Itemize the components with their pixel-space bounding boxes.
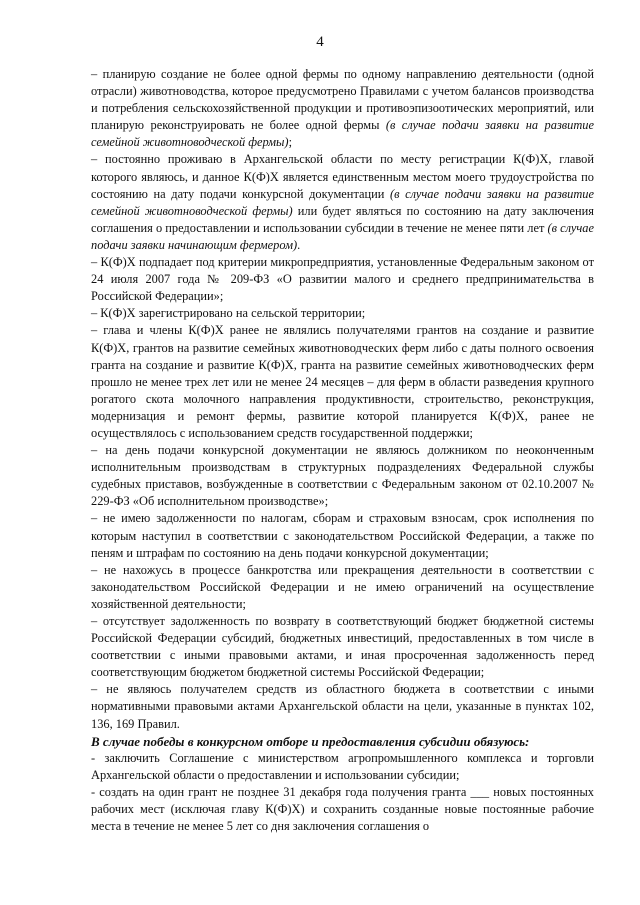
paragraph-enforcement: – на день подачи конкурсной документации не являюсь должником по неоконченным исполнительным производствам в структурных подразделениях Федеральной службы судебных приставов, возбужденные в соответствии с Федеральным законом от 02.10.2007 № 229-ФЗ «Об исполнительном производстве»; bbox=[91, 443, 594, 509]
obligations-heading: В случае победы в конкурсном отборе и предоставления субсидии обязуюсь: bbox=[91, 733, 530, 749]
paragraph-budget-debt: – отсутствует задолженность по возврату в соответствующий бюджет бюджетной системы Российской Федерации субсидий, бюджетных инвестиций, предоставленных в том числе в соответствии с иными правовыми актами, и иная просроченная задолженность перед соответствующим бюджетом бюджетной системы Российской Федерации; bbox=[91, 614, 594, 680]
paragraph-rural-registration: – К(Ф)Х зарегистрировано на сельской территории; bbox=[91, 306, 366, 321]
document-body bbox=[91, 66, 594, 835]
paragraph-microenterprise: – К(Ф)Х подпадает под критерии микропредприятия, установленные Федеральным законом от 24 июля 2007 года № 209-ФЗ «О развитии малого и среднего предпринимательства в Российской Федерации»; bbox=[91, 255, 594, 304]
paragraph-bankruptcy: – не нахожусь в процессе банкротства или прекращения деятельности в соответствии с законодательством Российской Федерации и не имею ограничений на осуществление хозяйственной деятельности; bbox=[91, 562, 594, 611]
obligation-jobs: - создать на один грант не позднее 31 декабря года получения гранта ___ новых постоянных рабочих мест (исключая главу К(Ф)Х) и сохранить созданные новые постоянные рабочие места в течение не менее 5 лет со дня заключения соглашения о bbox=[91, 784, 594, 834]
paragraph-tax-debt: – не имею задолженности по налогам, сборам и страховым взносам, срок исполнения по которым наступил в соответствии с законодательством Российской Федерации, а также по пеням и штрафам по состоянию на день подачи конкурсной документации; bbox=[91, 511, 594, 560]
paragraph-single-farm: – планирую создание не более одной фермы по одному направлению деятельности (одной отрасли) животноводства, которое предусмотрено Правилами с учетом балансов производства и потребления сельскохозяйственной продукции и противоэпизоотических мероприятий, или планирую реконструировать не более одной фермы (в случае подачи заявки на развитие семейной животноводческой фермы); bbox=[91, 67, 594, 150]
paragraph-residence: – постоянно проживаю в Архангельской области по месту регистрации К(Ф)Х, главой которого являюсь, и данное К(Ф)Х является единственным местом моего трудоустройства по состоянию на дату подачи конкурсной документации (в случае подачи заявки на развитие семейной животноводческой фермы) или будет являться по состоянию на дату заключения соглашения о предоставлении и использовании субсидии в течение не менее пяти лет (в случае подачи заявки начинающим фермером). bbox=[91, 152, 595, 252]
obligation-agreement: - заключить Соглашение с министерством агропромышленного комплекса и торговли Архангельской области о предоставлении и использовании субсидии; bbox=[91, 750, 594, 782]
paragraph-previous-grants: – глава и члены К(Ф)Х ранее не являлись получателями грантов на создание и развитие К(Ф)Х, грантов на развитие семейных животноводческих ферм либо с даты полного освоения гранта на создание и развитие К(Ф)Х, гранта на развитие семейных животноводческих ферм прошло не менее трех лет или не менее 24 месяцев – для ферм в области разведения крупного рогатого скота молочного направления продуктивности, строительство, реконструкция, модернизация и ремонт фермы, развитие которой планируется К(Ф)Х, ранее не осуществлялось с использованием средств государственной поддержки; bbox=[91, 323, 594, 440]
page-number: 4 bbox=[316, 34, 324, 50]
paragraph-other-funds: – не являюсь получателем средств из областного бюджета в соответствии с иными нормативными правовыми актами Архангельской области на цели, указанные в пунктах 102, 136, 169 Правил. bbox=[91, 682, 594, 731]
